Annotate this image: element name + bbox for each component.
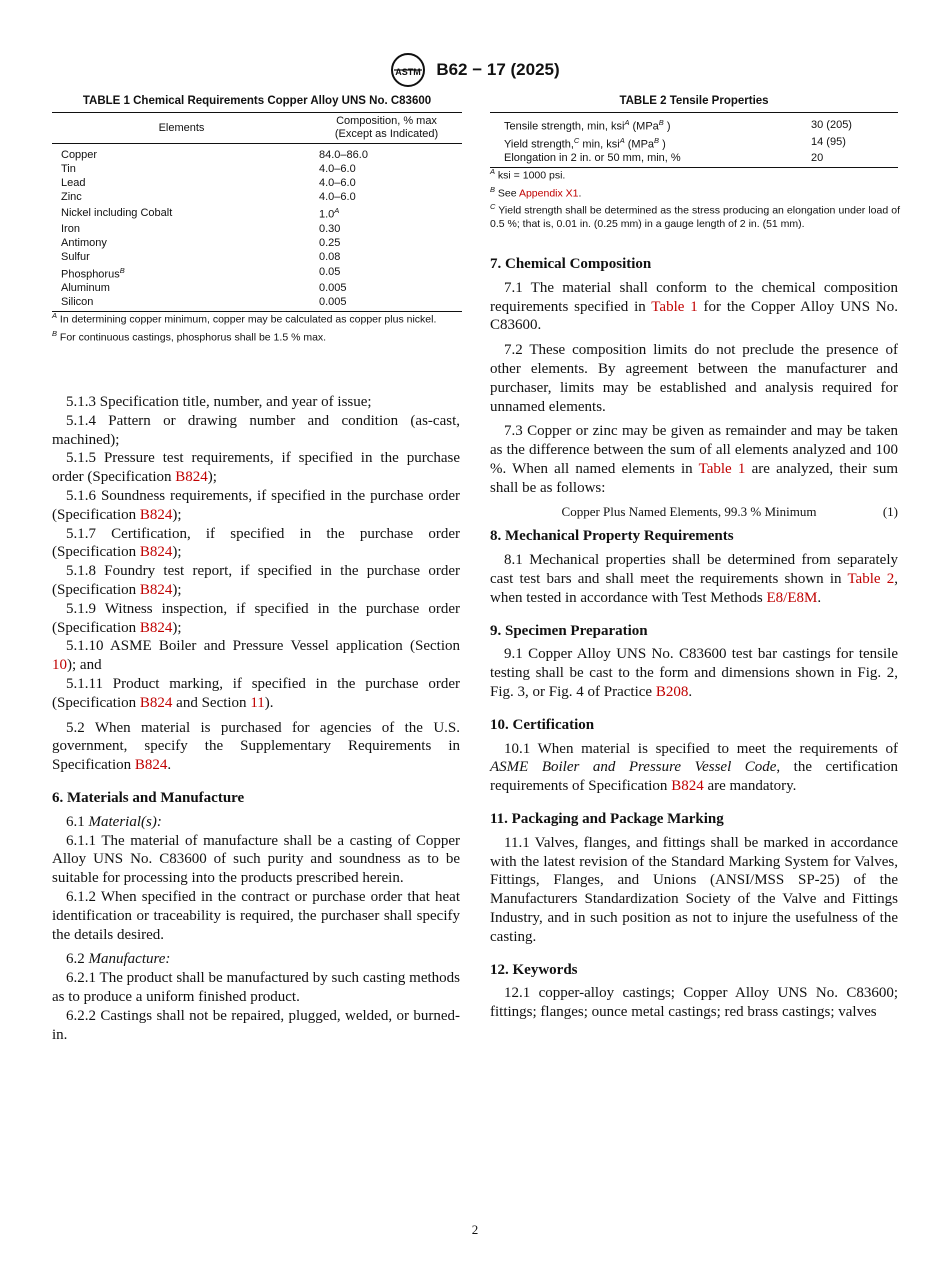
para-12-1: 12.1 copper-alloy castings; Copper Alloy UNS No. C83600; fittings; flanges; ounce metal castings; red brass castings; valves bbox=[490, 985, 898, 1021]
para-6-1-2: 6.1.2 When specified in the contract or purchase order that heat identification or traceability is required, the purchaser shall specify the details desired. bbox=[52, 888, 460, 943]
para-5-1-10: 5.1.10 ASME Boiler and Pressure Vessel application (Section 10); and bbox=[52, 638, 460, 674]
svg-text:ASTM: ASTM bbox=[395, 67, 422, 77]
table-row bbox=[52, 222, 462, 236]
table1-value-cell: 84.0–86.0 bbox=[319, 149, 368, 161]
table1-element-cell: Silicon bbox=[52, 295, 311, 312]
para-7-1: 7.1 The material shall conform to the chemical composition requirements specified in Table 1 for the Copper Alloy UNS No. C83600. bbox=[490, 279, 899, 334]
b824-link[interactable]: B824 bbox=[139, 694, 173, 711]
table1-value-cell: 0.005 bbox=[319, 282, 347, 295]
para-6-2: 6.2 Manufacture: bbox=[66, 951, 171, 968]
table2-caption: TABLE 2 Tensile Properties bbox=[619, 95, 769, 107]
table1-value-cell: 4.0–6.0 bbox=[319, 163, 356, 175]
left-column bbox=[52, 393, 460, 1044]
b824-link[interactable]: B824 bbox=[139, 544, 173, 561]
table1-element-cell: Aluminum bbox=[61, 282, 110, 295]
section-6-heading: 6. Materials and Manufacture bbox=[52, 789, 245, 806]
table1-value-cell: 0.30 bbox=[319, 222, 341, 235]
table-row bbox=[52, 236, 462, 250]
astm-logo-icon bbox=[390, 52, 426, 88]
b824-link[interactable]: B824 bbox=[139, 619, 173, 636]
table1-element-cell: Sulfur bbox=[61, 250, 90, 263]
table1-footnote-a: $^A$ In determining copper minimum, copper may be calculated as copper plus nickel. bbox=[52, 311, 437, 326]
right-column bbox=[490, 255, 898, 1022]
table-row bbox=[52, 190, 462, 204]
para-6-2-2: 6.2.2 Castings shall not be repaired, plugged, welded, or burned-in. bbox=[52, 1007, 460, 1043]
para-6-2-1: 6.2.1 The product shall be manufactured by such casting methods as to produce a uniform finished product. bbox=[52, 970, 460, 1005]
table-row bbox=[52, 204, 462, 222]
table1-chemical-requirements bbox=[52, 112, 462, 312]
table1-element-cell: Phosphorus$^B$ bbox=[61, 265, 125, 281]
para-5-1-7: 5.1.7 Certification, if specified in the purchase order (Specification B824); bbox=[52, 525, 460, 561]
table1-element-cell: Copper bbox=[61, 149, 98, 161]
para-6-1: 6.1 Material(s): bbox=[66, 813, 162, 830]
b824-link[interactable]: B824 bbox=[134, 757, 168, 774]
table1-header-elements: Elements bbox=[52, 113, 311, 144]
para-5-1-11: 5.1.11 Product marking, if specified in the purchase order (Specification B824 and Section 11). bbox=[52, 675, 460, 711]
para-11-1: 11.1 Valves, flanges, and fittings shall be marked in accordance with the latest revision of the Standard Marking System for Valves, Fittings, Flanges, and Unions (ANSI/MSS SP-25) of the Manufacturers Standardization Society of the Valve and Fittings Industry, and in such position as not to injure the usefulness of the casting. bbox=[490, 834, 898, 945]
table-row bbox=[52, 162, 462, 176]
b824-link[interactable]: B824 bbox=[671, 778, 704, 795]
table-row bbox=[52, 250, 462, 264]
table1-element-cell: Zinc bbox=[61, 191, 82, 203]
e8-e8m-link[interactable]: E8/E8M bbox=[766, 589, 818, 606]
table-row: Elongation in 2 in. or 50 mm, min, % 20 bbox=[490, 151, 898, 168]
table1-value-cell: 0.25 bbox=[319, 236, 341, 249]
equation-number: (1) bbox=[882, 503, 898, 519]
table1-element-cell: Tin bbox=[61, 163, 76, 175]
para-5-1-5: 5.1.5 Pressure test requirements, if specified in the purchase order (Specification B824); bbox=[52, 450, 460, 486]
para-5-1-4: 5.1.4 Pattern or drawing number and condition (as-cast, machined); bbox=[52, 412, 460, 448]
table1-element-cell: Antimony bbox=[61, 236, 107, 249]
table1-link[interactable]: Table 1 bbox=[651, 298, 698, 315]
para-8-1: 8.1 Mechanical properties shall be determined from separately cast test bars and shall meet the requirements shown in Table 2, when tested in accordance with Test Methods E8/E8M. bbox=[490, 552, 898, 606]
table1-caption: TABLE 1 Chemical Requirements Copper Alloy UNS No. C83600 bbox=[82, 95, 432, 107]
section-12-heading: 12. Keywords bbox=[490, 961, 578, 978]
para-5-1-6: 5.1.6 Soundness requirements, if specified in the purchase order (Specification B824); bbox=[52, 487, 460, 523]
b824-link[interactable]: B824 bbox=[139, 506, 173, 523]
section-11-heading: 11. Packaging and Package Marking bbox=[490, 810, 724, 827]
b824-link[interactable]: B824 bbox=[139, 581, 173, 598]
table1-element-cell: Lead bbox=[61, 177, 86, 189]
table1-link[interactable]: Table 1 bbox=[698, 460, 746, 477]
table2-footnote-c: $^C$ Yield strength shall be determined as the stress producing an elongation under load of 0.5 %; that is, 0.01 in. (0.25 mm) in a gauge length of 2 in. (51 mm). bbox=[490, 202, 900, 230]
table1-value-cell: 4.0–6.0 bbox=[319, 191, 356, 203]
para-10-1: 10.1 When material is specified to meet the requirements of ASME Boiler and Pressure Vessel Code, the certification requirements of Specification B824 are mandatory. bbox=[490, 740, 898, 795]
table1-value-cell: 4.0–6.0 bbox=[319, 177, 356, 189]
para-7-2: 7.2 These composition limits do not preclude the presence of other elements. By agreement between the manufacturer and purchaser, limits may be established and analysis required for unnamed elements. bbox=[490, 342, 898, 415]
page-header bbox=[0, 52, 950, 88]
section-8-heading: 8. Mechanical Property Requirements bbox=[490, 528, 734, 545]
table-row bbox=[52, 144, 462, 163]
section-7-heading: 7. Chemical Composition bbox=[490, 256, 652, 272]
b208-link[interactable]: B208 bbox=[655, 683, 689, 700]
section-10-link[interactable]: 10 bbox=[52, 657, 67, 674]
table2-tensile-properties bbox=[490, 112, 898, 168]
table2-footnote-b: $^B$ See Appendix X1. bbox=[490, 184, 582, 199]
table-row: Yield strength,$^C$ min, ksi$^A$ (MPa$^B$ ) 14 (95) bbox=[504, 135, 846, 151]
table-row: Tensile strength, min, ksi$^A$ (MPa$^B$ ) 30 (205) bbox=[490, 113, 898, 134]
para-5-1-8: 5.1.8 Foundry test report, if specified in the purchase order (Specification B824); bbox=[52, 563, 460, 598]
table-row bbox=[52, 281, 462, 295]
document-designation: B62 − 17 (2025) bbox=[436, 60, 560, 79]
table2-footnote-a: $^A$ ksi = 1000 psi. bbox=[490, 167, 566, 182]
para-5-1-3: 5.1.3 Specification title, number, and year of issue; bbox=[66, 394, 372, 410]
appendix-x1-link[interactable]: Appendix X1 bbox=[518, 187, 579, 199]
para-9-1: 9.1 Copper Alloy UNS No. C83600 test bar castings for tensile testing shall be cast to the form and dimensions shown in Fig. 2, Fig. 3, or Fig. 4 of Practice B208. bbox=[490, 646, 898, 700]
table1-value-cell: 0.005 bbox=[311, 295, 462, 312]
para-5-2: 5.2 When material is purchased for agencies of the U.S. government, specify the Supplementary Requirements in Specification B824. bbox=[52, 719, 460, 774]
table1-value-cell: 0.05 bbox=[319, 266, 341, 279]
table1-footnote-b: $^B$ For continuous castings, phosphorus shall be 1.5 % max. bbox=[52, 328, 327, 343]
table2-footnotes bbox=[490, 165, 900, 231]
para-7-3: 7.3 Copper or zinc may be given as remainder and may be taken as the difference between the sum of all elements analyzed and 100 %. When all named elements in Table 1 are analyzed, their sum shall be as follows: bbox=[490, 423, 898, 496]
table1-element-cell: Iron bbox=[61, 222, 80, 235]
table1-header-composition: Composition, % max (Except as Indicated) bbox=[311, 113, 462, 144]
table1-element-cell: Nickel including Cobalt bbox=[61, 206, 173, 219]
table-row bbox=[52, 176, 462, 190]
b824-link[interactable]: B824 bbox=[175, 469, 208, 486]
section-11-link[interactable]: 11 bbox=[250, 694, 265, 711]
para-5-1-9: 5.1.9 Witness inspection, if specified in the purchase order (Specification B824); bbox=[52, 600, 460, 636]
table-row bbox=[52, 264, 462, 282]
section-10-heading: 10. Certification bbox=[490, 716, 595, 733]
page-number: 2 bbox=[471, 1222, 479, 1237]
section-9-heading: 9. Specimen Preparation bbox=[490, 622, 648, 639]
table1-value-cell: 0.08 bbox=[319, 250, 341, 263]
table1-footnotes bbox=[52, 309, 464, 344]
table1-value-cell: $1.0^A$ bbox=[319, 206, 340, 221]
equation-text: Copper Plus Named Elements, 99.3 % Minimum bbox=[561, 503, 817, 519]
table2-link[interactable]: Table 2 bbox=[847, 570, 895, 587]
equation-1 bbox=[490, 503, 898, 522]
para-6-1-1: 6.1.1 The material of manufacture shall be a casting of Copper Alloy UNS No. C83600 of such purity and soundness as to be suitable for processing into the products prescribed herein. bbox=[52, 832, 460, 887]
